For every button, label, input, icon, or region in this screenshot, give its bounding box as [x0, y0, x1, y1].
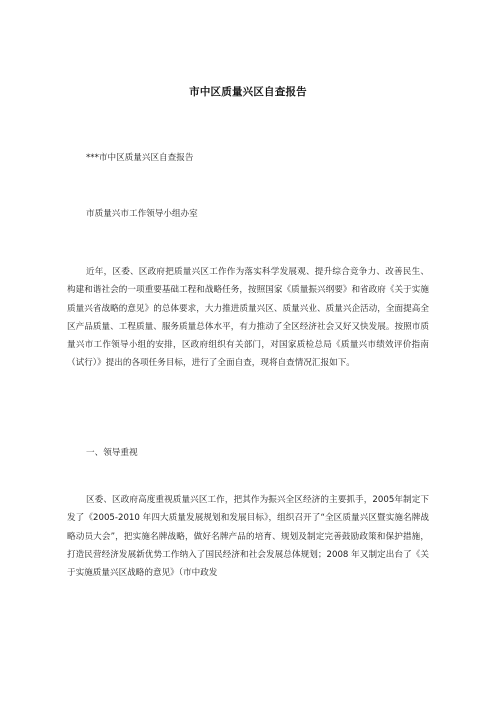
section-heading-leadership: 一、领导重视: [86, 448, 138, 458]
leadership-paragraph: 区委、区政府高度重视质量兴区工作，把其作为振兴全区经济的主要抓手，2005年制定下发了《2005-2010 年四大质量发展规划和发展目标》，组织召开了“全区质量兴区暨实施名牌战略动员大会”，把实施名牌战略，做好名牌产品的培育、规划及制定完善鼓励政策和保护措施，打造民营经济发展新优势工作纳入了国民经济和社会发展总体规划；2008 年又制定出台了《关于实施质量兴区战略的意见》（市中政发: [67, 495, 429, 579]
issuing-office: 市质量兴市工作领导小组办室: [86, 209, 198, 219]
document-subtitle: ***市中区质量兴区自查报告: [86, 153, 194, 163]
intro-paragraph: 近年，区委、区政府把质量兴区工作作为落实科学发展观、提升综合竞争力、改善民生、构建和谐社会的一项重要基础工程和战略任务，按照国家《质量振兴纲要》和省政府《关于实施质量兴省战略的意见》的总体要求，大力推进质量兴区、质量兴业、质量兴企活动，全面提高全区产品质量、工程质量、服务质量总体水平，有力推动了全区经济社会又好又快发展。按照市质量兴市工作领导小组的安排，区政府组织有关部门，对国家质检总局《质量兴市绩效评价指南（试行）》提出的各项任务目标，进行了全面自查，现将自查情况汇报如下。: [67, 267, 429, 369]
document-title: 市中区质量兴区自查报告: [189, 86, 307, 98]
